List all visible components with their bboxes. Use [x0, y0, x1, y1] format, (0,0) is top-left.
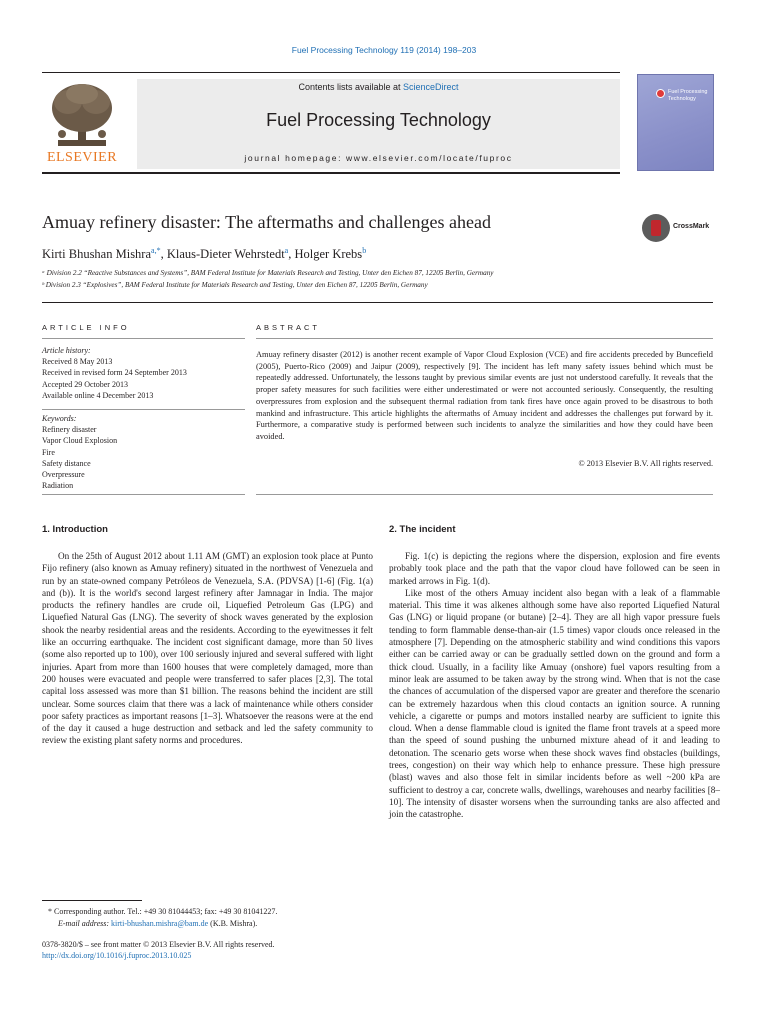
keywords-heading: Keywords: [42, 414, 77, 423]
keywords-block [42, 413, 245, 491]
article-history [42, 345, 245, 401]
incident-paragraph: Fig. 1(c) is depicting the regions where the dispersion, explosion and fire events probably took place and the path that the vapor cloud have followed can be seen in marked arrows in Fig. 1(d). [389, 551, 720, 586]
author-name: Kirti Bhushan Mishra [42, 247, 152, 262]
doi-link[interactable]: http://dx.doi.org/10.1016/j.fuproc.2013.10.025 [42, 951, 192, 960]
header-top-rule [42, 72, 620, 73]
incident-heading: 2. The incident [389, 524, 456, 535]
introduction-paragraph: On the 25th of August 2012 about 1.11 AM (GMT) an explosion took place at Punto Fijo refinery (also known as Amuay refinery) situated in the northwest of Venezuela and run by an state-owned company Petróleos de Venezuela, S.A. (PDVSA) [1-6] (Fig. 1(a) and (b)). It is the world's second largest refinery after Jamnagar in India. The major products the refinery handles are crude oil, Liquefied Petroleum Gas (LPG) and Liquefied Natural Gas (LNG). The severity of shock waves generated by the explosion shook the nearby residential areas and the residents. According to the eyewitnesses it felt like an occurring earthquake. The incident cost significant damage, more than 50 lives (some also reported up to 100), over 100 seriously injured and several suffered with light injuries. Apart from more than 1600 houses that were completely damaged, more than 200 houses were evacuated and people were transferred to safer places [2,3]. The total capital loss assessed was more than $1 billion. The reasons behind the incident are still unclear. Some sources claim that there was a lack of maintenance while others consider poor safety practices as important reasons [1–3]. Whatsoever the reasons were at the end of the day it caused a huge destruction and setback and led the safety community to review the existing plant safety norms and procedures. [42, 551, 373, 746]
abstract-copyright: © 2013 Elsevier B.V. All rights reserved. [578, 459, 713, 468]
author-affil-mark[interactable]: a [284, 246, 289, 255]
email-link[interactable]: kirti-bhushan.mishra@bam.de [111, 919, 209, 928]
journal-cover-image [637, 74, 714, 171]
article-info-rule [42, 338, 245, 339]
keyword-item: Vapor Cloud Explosion [42, 436, 118, 446]
paper-title: Amuay refinery disaster: The aftermaths and challenges ahead [42, 212, 491, 232]
history-item: Accepted 29 October 2013 [42, 379, 128, 389]
abstract-label: ABSTRACT [256, 323, 321, 332]
author-name: Holger Krebs [294, 247, 363, 262]
contents-line [137, 82, 620, 92]
incident-paragraph: Like most of the others Amuay incident also began with a leak of a flammable material. This time it was alkenes although some have also reported Liquefied Natural Gas (LNG) or liquid propane (or butane) [2–4]. They are all high vapor pressure fuels tending to form flammable dense-than-air (1.5 times) vapor clouds once released in the atmosphere [7]. Depending on the atmospheric stability and wind conditions this vapors either can be carried away or can be gradually settled down on the ground and form a thick cloud. Usually, in a facility like Amuay (onshore) fuel vapors resulting from a minor leak are assumed to be taken away by the strong wind. When that is not the case the chances of accumulation of the dispersed vapor are greater and therefore the scenario can be extremely hazardous when this cloud contacts an ignition source. A running vehicle, a cigarette or pumps and motors installed nearby are sufficient to ignite this cloud. When a dense flammable cloud is ignited the flame front travels at a speed more than the speed of sound pushing the unburned mixture ahead of it and leading to detonation. The scenario gets worse when these shock waves find obstacles (buildings, trees, congestion) on their way which help to enhance pressure. These high pressure (blast) waves and also those felt in similar incidents before as well ~200 kPa are sufficient to destroy a car, concrete walls, dwellings, warehouses and nearby facilities [8–10]. The intensity of disaster worsens when the surrounding tanks are also affected and join the catastrophe. [389, 587, 720, 820]
corresponding-author-note: * Corresponding author. Tel.: +49 30 81044453; fax: +49 30 81041227. [48, 907, 278, 916]
abstract-text: Amuay refinery disaster (2012) is another recent example of Vapor Cloud Explosion (VCE) and fire accidents preceded by Buncefield (2005), Puerto-Rico (2009) and Jaipur (2009), respectively [9]. The incident has left many safety issues behind which must be repeatedly addressed. Unfortunately, the lessons taught by previous similar events are just not understood carefully. It reveals that the proper safety measures for such facilities were either underestimated or were not accounted seriously. Consequently, the resulting overpressures from explosion and the subsequent thermal radiation from tank fires have once again proved to be disastrous to both mankind and infrastructure. This article highlights the aftermaths of Amuay incident and addresses the challenges put forward by it. Furthermore, a comparative study is performed between such incidents to analyze the similarities and how they could have been avoided. [256, 350, 713, 441]
history-item: Received in revised form 24 September 2013 [42, 368, 187, 378]
author-sep: , [160, 247, 167, 262]
incident-body [389, 550, 720, 821]
contents-prefix: Contents lists available at [298, 82, 404, 92]
journal-title: Fuel Processing Technology [266, 110, 491, 130]
publisher-wordmark: ELSEVIER [46, 150, 118, 165]
journal-homepage[interactable]: journal homepage: www.elsevier.com/locate/fuproc [244, 153, 513, 163]
section-divider [42, 302, 713, 303]
introduction-heading: 1. Introduction [42, 524, 108, 535]
article-history-heading: Article history: [42, 346, 91, 355]
keyword-item: Fire [42, 447, 55, 457]
article-info-label: ARTICLE INFO [42, 323, 130, 332]
keyword-item: Overpressure [42, 470, 85, 480]
crossmark-icon [642, 214, 670, 242]
footnote-rule [42, 900, 142, 901]
author-name: Klaus-Dieter Wehrstedt [166, 247, 285, 262]
author-affil-mark[interactable]: b [362, 246, 367, 255]
keyword-item: Radiation [42, 481, 74, 491]
crossmark-button[interactable] [642, 214, 722, 244]
journal-citation[interactable]: Fuel Processing Technology 119 (2014) 198–203 [291, 45, 477, 55]
keyword-item: Safety distance [42, 458, 91, 468]
cover-badge-icon [656, 89, 665, 98]
author-sep: , [288, 247, 295, 262]
author-list [42, 246, 366, 262]
email-suffix: (K.B. Mishra). [208, 919, 258, 928]
author-affil-mark[interactable]: a,* [151, 246, 161, 255]
crossmark-label: CrossMark [673, 223, 710, 230]
history-item: Available online 4 December 2013 [42, 390, 154, 400]
email-label: E-mail address: [58, 919, 112, 928]
article-info-bottom-rule [42, 494, 245, 495]
abstract-bottom-rule [256, 494, 713, 495]
email-note [58, 919, 257, 928]
front-matter-note: 0378-3820/$ – see front matter © 2013 Elsevier B.V. All rights reserved. [42, 940, 275, 949]
article-info-divider [42, 409, 245, 410]
keyword-item: Refinery disaster [42, 425, 97, 435]
affiliation-a: ᵃ Division 2.2 “Reactive Substances and Systems”, BAM Federal Institute for Materials Research and Testing, Unter den Eichen 87, 12205 Berlin, Germany [42, 269, 494, 277]
introduction-body [42, 550, 373, 747]
abstract-rule [256, 338, 713, 339]
cover-title: Fuel Processing Technology [668, 89, 708, 102]
header-bottom-rule [42, 172, 620, 174]
history-item: Received 8 May 2013 [42, 357, 113, 367]
sciencedirect-link[interactable]: ScienceDirect [403, 82, 459, 92]
affiliation-b: ᵇ Division 2.3 “Explosives”, BAM Federal Institute for Materials Research and Testing, Unter den Eichen 87, 12205 Berlin, Germany [42, 281, 428, 289]
